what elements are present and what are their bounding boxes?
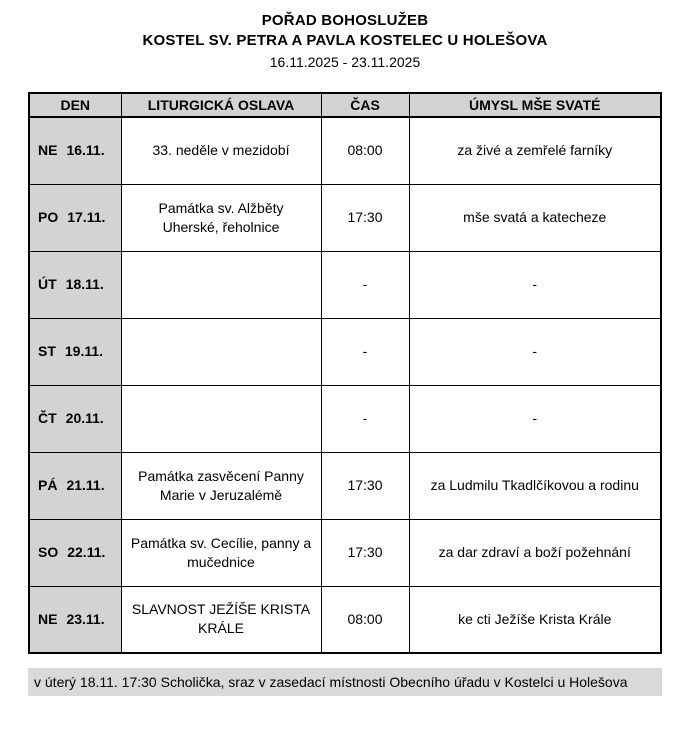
celebration-cell [121, 385, 321, 452]
intention-cell: - [409, 251, 661, 318]
intention-cell: - [409, 318, 661, 385]
celebration-cell: 33. neděle v mezidobí [121, 117, 321, 184]
footer-note: v úterý 18.11. 17:30 Scholička, sraz v zasedací místnosti Obecního úřadu v Kostelci u Holešova [28, 668, 662, 696]
day-date: 19.11. [64, 343, 104, 360]
intention-cell: za dar zdraví a boží požehnání [409, 519, 661, 586]
time-cell: 17:30 [321, 519, 409, 586]
table-header-row [29, 93, 661, 117]
day-abbr: PO [38, 209, 59, 226]
intention-cell: za Ludmilu Tkadlčíkovou a rodinu [409, 452, 661, 519]
day-abbr: PÁ [38, 477, 58, 494]
day-cell [29, 519, 121, 586]
day-cell [29, 586, 121, 653]
day-date: 18.11. [65, 276, 104, 293]
column-header-cas: ČAS [321, 93, 409, 117]
column-header-umysl: ÚMYSL MŠE SVATÉ [409, 93, 661, 117]
table-row [29, 184, 661, 251]
celebration-cell [121, 318, 321, 385]
table-row [29, 385, 661, 452]
celebration-cell: Památka sv. Alžběty Uherské, řeholnice [121, 184, 321, 251]
day-cell [29, 117, 121, 184]
day-abbr: NE [38, 610, 58, 627]
table-row [29, 452, 661, 519]
intention-cell: za živé a zemřelé farníky [409, 117, 661, 184]
time-cell: 17:30 [321, 452, 409, 519]
table-row [29, 586, 661, 653]
table-row [29, 318, 661, 385]
time-cell: 08:00 [321, 117, 409, 184]
table-row [29, 117, 661, 184]
day-date: 20.11. [65, 410, 104, 427]
day-cell [29, 318, 121, 385]
date-range: 16.11.2025 - 23.11.2025 [269, 54, 421, 70]
celebration-cell: Památka sv. Cecílie, panny a mučednice [121, 519, 321, 586]
time-cell: - [321, 318, 409, 385]
day-cell [29, 251, 121, 318]
time-cell: - [321, 385, 409, 452]
day-abbr: NE [38, 142, 58, 159]
day-abbr: ÚT [38, 276, 57, 293]
schedule-table [28, 92, 662, 654]
intention-cell: - [409, 385, 661, 452]
table-row [29, 519, 661, 586]
day-date: 17.11. [67, 209, 106, 226]
day-date: 23.11. [66, 610, 105, 627]
celebration-cell [121, 251, 321, 318]
celebration-cell: SLAVNOST JEŽÍŠE KRISTA KRÁLE [121, 586, 321, 653]
day-cell [29, 184, 121, 251]
intention-cell: ke cti Ježíše Krista Krále [409, 586, 661, 653]
day-abbr: ST [38, 343, 56, 360]
day-date: 16.11. [66, 142, 105, 159]
intention-cell: mše svatá a katecheze [409, 184, 661, 251]
page-subtitle: KOSTEL SV. PETRA A PAVLA KOSTELEC U HOLEŠOVA [142, 32, 548, 49]
time-cell: - [321, 251, 409, 318]
table-row [29, 251, 661, 318]
time-cell: 17:30 [321, 184, 409, 251]
day-abbr: ČT [38, 410, 57, 427]
celebration-cell: Památka zasvěcení Panny Marie v Jeruzalémě [121, 452, 321, 519]
time-cell: 08:00 [321, 586, 409, 653]
column-header-den: DEN [29, 93, 121, 117]
page-title: POŘAD BOHOSLUŽEB [261, 12, 429, 29]
day-date: 22.11. [67, 544, 106, 561]
day-date: 21.11. [66, 477, 105, 494]
column-header-liturgicka-oslava: LITURGICKÁ OSLAVA [121, 93, 321, 117]
day-cell [29, 452, 121, 519]
document-header [28, 10, 662, 70]
day-cell [29, 385, 121, 452]
day-abbr: SO [38, 544, 59, 561]
